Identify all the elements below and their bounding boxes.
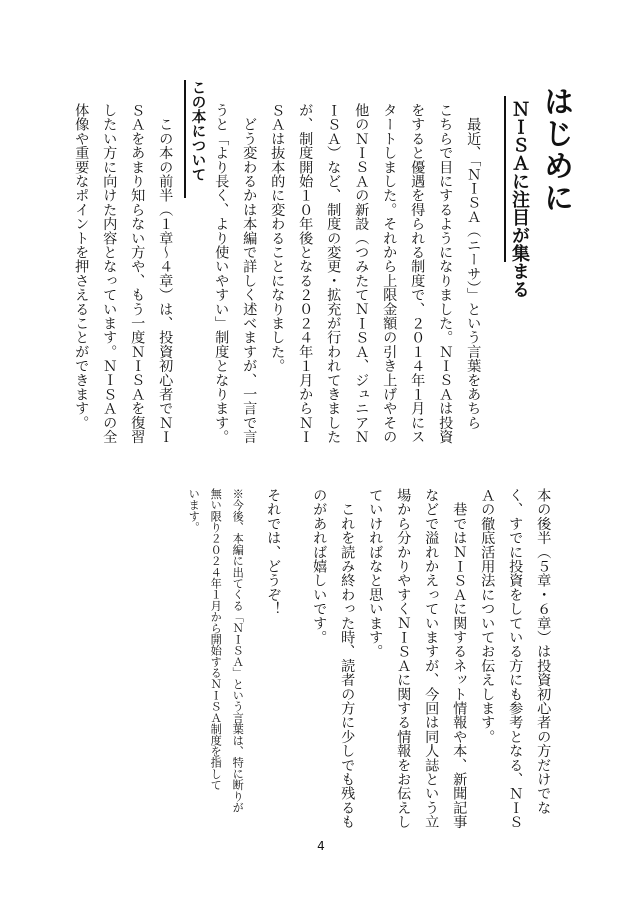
page-number: 4	[317, 839, 325, 853]
page-subtitle: ＮＩＳＡに注目が集まる	[509, 100, 530, 298]
page-title: はじめに	[538, 86, 573, 214]
footnote-line: 無い限り２０２４年１月から開始するＮＩＳＡ制度を指して	[209, 488, 223, 791]
intro-line: ＳＡは抜本的に変わることになりました。	[269, 103, 286, 373]
section-heading: この本について	[189, 80, 206, 182]
intro-line: 他のＮＩＳＡの新設（つみたてＮＩＳＡ、ジュニアＮ	[353, 103, 370, 444]
intro-line: タートしました。それから上限金額の引き上げやその	[381, 103, 398, 444]
about-line: したい方に向けた内容となっています。ＮＩＳＡの全	[101, 103, 118, 444]
continuation-line: Ａの徹底活用法についてお伝えします。	[479, 488, 496, 744]
continuation-line: これを読み終わった時、読者の方に少しでも残るも	[339, 488, 356, 829]
continuation-line: のがあれば嬉しいです。	[311, 488, 328, 645]
section-divider	[184, 80, 186, 198]
footnote-line: ※今後、本編に出てくる「ＮＩＳＡ」という言葉は、特に断りが	[231, 488, 245, 813]
intro-line: が、制度開始１０年後となる２０２４年１月からＮＩ	[297, 103, 314, 444]
about-line: この本の前半（１章～４章）は、投資初心者でＮＩ	[157, 103, 174, 444]
about-line: ＳＡをあまり知らない方や、もう一度ＮＩＳＡを復習	[129, 103, 146, 444]
about-line: 体像や重要なポイントを押さえることができます。	[73, 103, 90, 430]
intro-line: うと「より長く、より使いやすい」制度となります。	[213, 103, 230, 444]
intro-line: 最近、「ＮＩＳＡ（ニーサ）」という言葉をあちら	[465, 103, 482, 430]
intro-line: をすると優遇を得られる制度で、２０１４年１月にス	[409, 103, 426, 444]
continuation-line: 本の後半（５章・６章）は投資初心者の方だけでな	[535, 488, 552, 815]
continuation-line: ていければなと思います。	[367, 488, 384, 659]
footnote-line: います。	[187, 488, 201, 533]
continuation-line: 巷ではＮＩＳＡに関するネット情報や本、新聞記事	[451, 488, 468, 829]
intro-line: どう変わるかは本編で詳しく述べますが、一言で言	[241, 103, 258, 444]
continuation-line: などで溢れかえっていますが、今回は同人誌という立	[423, 488, 440, 829]
continuation-line: 場から分かりやすくＮＩＳＡに関する情報をお伝えし	[395, 488, 412, 829]
continuation-line: く、すでに投資をしている方にも参考となる、ＮＩＳ	[507, 488, 524, 829]
intro-line: こちらで目にするようになりました。ＮＩＳＡは投資	[437, 103, 454, 444]
closing-line: それでは、どうぞ！	[265, 488, 282, 616]
subtitle-divider	[504, 96, 506, 262]
intro-line: ＩＳＡ）など、制度の変更・拡充が行われてきました	[325, 103, 342, 444]
